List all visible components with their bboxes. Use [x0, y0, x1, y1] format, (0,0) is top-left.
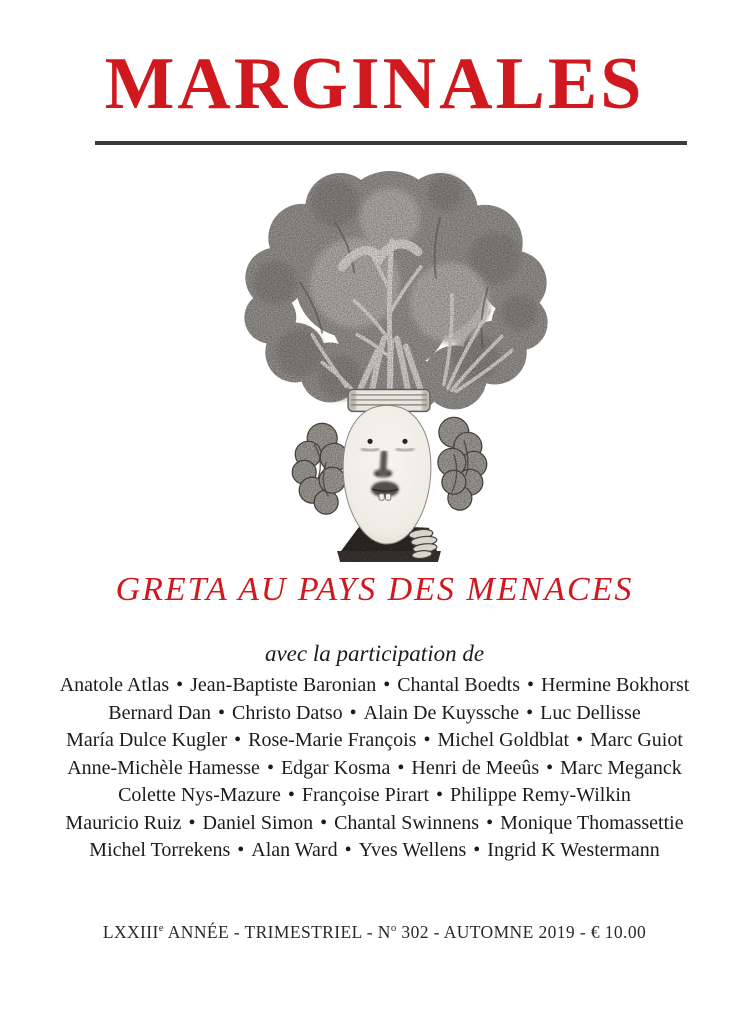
contributor-name: Michel Torrekens [89, 839, 231, 861]
contributor-name: Philippe Remy-Wilkin [450, 784, 631, 806]
contributor-line [0, 727, 749, 755]
contributor-name: Anatole Atlas [59, 674, 170, 696]
contributor-line [0, 755, 749, 783]
issue-title: GRETA AU PAYS DES MENACES [115, 571, 634, 608]
contributor-name: Colette Nys-Mazure [118, 784, 281, 806]
bullet-separator: • [383, 674, 391, 696]
bullet-separator: • [397, 756, 405, 779]
contributor-name: Anne-Michèle Hamesse [67, 756, 260, 779]
contributor-name: Chantal Boedts [397, 674, 520, 696]
contributor-name: Monique Thomassettie [500, 811, 684, 834]
contributor-name: Alain De Kuyssche [363, 701, 520, 724]
bullet-separator: • [218, 701, 226, 724]
bullet-separator: • [526, 701, 534, 724]
footer-line [0, 922, 749, 943]
contributor-name: Mauricio Ruiz [65, 811, 182, 834]
contributor-name: Rose-Marie François [248, 729, 417, 751]
contributor-name: Bernard Dan [108, 701, 212, 724]
contributor-name: María Dulce Kugler [66, 729, 228, 751]
contributor-name: Ingrid K Westermann [487, 839, 660, 861]
bullet-separator: • [188, 811, 196, 834]
bullet-separator: • [266, 756, 274, 779]
bullet-separator: • [526, 674, 534, 696]
footer-text: ANNÉE - TRIMESTRIEL - N [163, 922, 391, 942]
contributor-name: Jean-Baptiste Baronian [190, 674, 377, 696]
bullet-separator: • [344, 839, 352, 861]
contributor-name: Hermine Bokhorst [541, 674, 690, 696]
contributor-name: Chantal Swinnens [334, 811, 480, 834]
bullet-separator: • [423, 729, 431, 751]
footer-superscript: e [158, 922, 164, 935]
contributor-name: Daniel Simon [202, 811, 314, 834]
bullet-separator: • [320, 811, 328, 834]
contributor-name: Françoise Pirart [301, 784, 430, 806]
contributor-line [0, 700, 749, 728]
masthead-rule [95, 141, 687, 145]
contributors-list [0, 672, 749, 865]
contributor-name: Marc Meganck [560, 756, 682, 779]
bullet-separator: • [546, 756, 554, 779]
footer-text: LXXIII [102, 922, 159, 942]
contributor-name: Alan Ward [251, 839, 338, 861]
bullet-separator: • [176, 674, 184, 696]
bullet-separator: • [349, 701, 357, 724]
bullet-separator: • [576, 729, 584, 751]
bullet-separator: • [486, 811, 494, 834]
leaf-ear-left [292, 423, 348, 514]
bullet-separator: • [436, 784, 444, 806]
contributor-name: Michel Goldblat [437, 729, 570, 751]
contributor-name: Luc Dellisse [540, 701, 641, 724]
footer-text: 302 - AUTOMNE 2019 - € 10.00 [396, 922, 647, 942]
footer-superscript: o [390, 922, 397, 935]
contributor-line [0, 837, 749, 865]
contributor-line [0, 672, 749, 700]
contributor-name: Henri de Meeûs [411, 756, 540, 779]
bullet-separator: • [234, 729, 242, 751]
contributor-name: Marc Guiot [590, 729, 683, 751]
cabbage-head-illustration [240, 163, 550, 567]
contributor-name: Edgar Kosma [280, 756, 391, 779]
contributor-name: Yves Wellens [358, 839, 467, 861]
participation-label: avec la participation de [264, 641, 485, 666]
bullet-separator: • [473, 839, 481, 861]
leaf-ear-right [438, 417, 487, 510]
cabbage-leaves [244, 171, 547, 410]
bullet-separator: • [237, 839, 245, 861]
contributor-line [0, 782, 749, 810]
bullet-separator: • [287, 784, 295, 806]
face [343, 405, 431, 544]
contributor-line [0, 810, 749, 838]
masthead-title: MARGINALES [104, 43, 645, 125]
contributor-name: Christo Datso [232, 701, 343, 724]
